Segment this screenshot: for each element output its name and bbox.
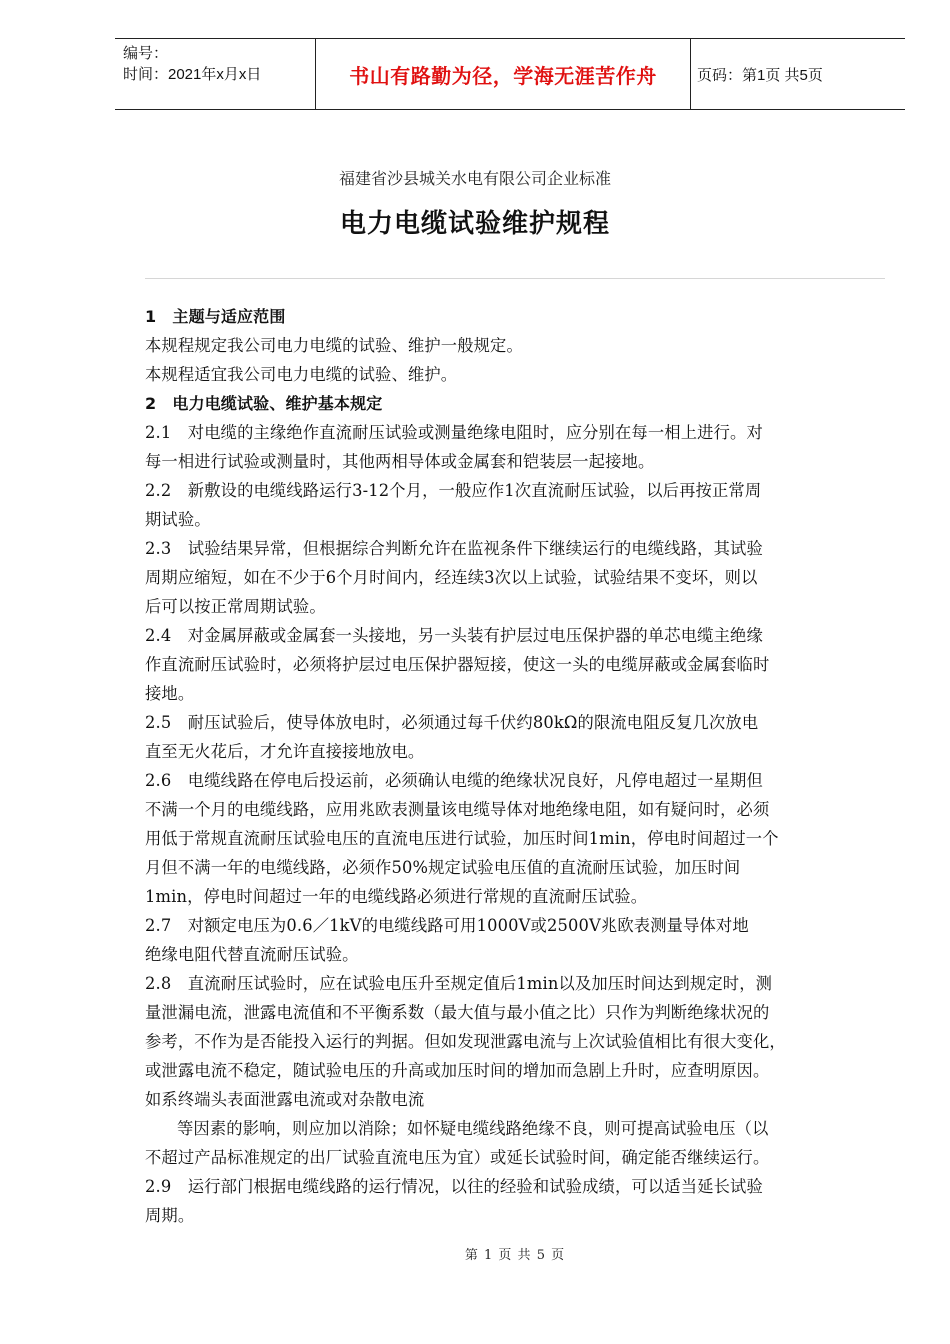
clause-2-8-line: 不超过产品标准规定的出厂试验直流电压为宜）或延长试验时间，确定能否继续运行。	[145, 1148, 770, 1167]
clause-2-4-line: 2.4 对金属屏蔽或金属套一头接地，另一头装有护层过电压保护器的单芯电缆主绝缘	[145, 626, 763, 645]
clause-2-4-line: 接地。	[145, 684, 195, 703]
clause-2-8-line: 量泄漏电流，泄露电流值和不平衡系数（最大值与最小值之比）只作为判断绝缘状况的	[145, 1003, 770, 1022]
clause-2-2-line: 期试验。	[145, 510, 211, 529]
clause-2-6-line: 不满一个月的电缆线路，应用兆欧表测量该电缆导体对地绝缘电阻，如有疑问时，必须	[145, 800, 770, 819]
clause-2-1-line: 2.1 对电缆的主缘绝作直流耐压试验或测量绝缘电阻时，应分别在每一相上进行。对	[145, 423, 763, 442]
clause-2-9-line: 周期。	[145, 1206, 195, 1225]
clause-2-5-line: 2.5 耐压试验后，使导体放电时，必须通过每千伏约80kΩ的限流电阻反复几次放电	[145, 713, 759, 732]
organization-name: 福建省沙县城关水电有限公司企业标准	[338, 169, 611, 188]
clause-2-8-line: 等因素的影响，则应加以消除；如怀疑电缆线路绝缘不良，则可提高试验电压（以	[177, 1119, 769, 1138]
clause-2-7-line: 绝缘电阻代替直流耐压试验。	[145, 945, 359, 964]
clause-2-8-line: 参考，不作为是否能投入运行的判据。但如发现泄露电流与上次试验值相比有很大变化，	[145, 1032, 786, 1051]
clause-2-4-line: 作直流耐压试验时，必须将护层过电压保护器短接，使这一头的电缆屏蔽或金属套临时	[145, 655, 770, 674]
header-motto-cell	[315, 39, 691, 109]
clause-2-8-line: 或泄露电流不稳定，随试验电压的升高或加压时间的增加而急剧上升时，应查明原因。	[145, 1061, 770, 1080]
page-header	[115, 38, 905, 110]
clause-2-5-line: 直至无火花后，才允许直接接地放电。	[145, 742, 425, 761]
clause-2-8-line: 如系终端头表面泄露电流或对杂散电流	[145, 1090, 425, 1109]
document-number-label: 编号：	[123, 45, 169, 62]
clause-2-2-line: 2.2 新敷设的电缆线路运行3-12个月，一般应作1次直流耐压试验，以后再按正常周	[145, 481, 762, 500]
document-body	[145, 302, 887, 1230]
header-motto: 书山有路勤为径，学海无涯苦作舟	[349, 63, 657, 88]
title-divider	[145, 278, 885, 279]
body-line: 本规程规定我公司电力电缆的试验、维护一般规定。	[145, 336, 523, 355]
clause-2-6-line: 月但不满一年的电缆线路，必须作50%规定试验电压值的直流耐压试验，加压时间	[145, 858, 741, 877]
section-heading-2: 2 电力电缆试验、维护基本规定	[145, 394, 383, 413]
clause-2-3-line: 周期应缩短，如在不少于6个月时间内，经连续3次以上试验，试验结果不变坏，则以	[145, 568, 758, 587]
section-heading-1: 1 主题与适应范围	[145, 307, 286, 326]
header-page-info: 页码：第1页 共5页	[697, 66, 823, 84]
clause-2-6-line: 用低于常规直流耐压试验电压的直流电压进行试验，加压时间1min，停电时间超过一个	[145, 829, 779, 848]
page-footer	[0, 1244, 950, 1263]
clause-2-1-line: 每一相进行试验或测量时，其他两相导体或金属套和铠装层一起接地。	[145, 452, 655, 471]
clause-2-9-line: 2.9 运行部门根据电缆线路的运行情况，以往的经验和试验成绩，可以适当延长试验	[145, 1177, 763, 1196]
clause-2-3-line: 后可以按正常周期试验。	[145, 597, 326, 616]
header-meta	[123, 43, 261, 85]
clause-2-8-line: 2.8 直流耐压试验时，应在试验电压升至规定值后1min以及加压时间达到规定时，测	[145, 974, 773, 993]
body-line: 本规程适宜我公司电力电缆的试验、维护。	[145, 365, 458, 384]
footer-page-number: 第 1 页 共 5 页	[464, 1248, 566, 1263]
clause-2-7-line: 2.7 对额定电压为0.6／1kV的电缆线路可用1000V或2500V兆欧表测量导体对地	[145, 916, 749, 935]
clause-2-6-line: 2.6 电缆线路在停电后投运前，必须确认电缆的绝缘状况良好，凡停电超过一星期但	[145, 771, 763, 790]
document-title: 电力电缆试验维护规程	[339, 209, 610, 239]
clause-2-6-line: 1min，停电时间超过一年的电缆线路必须进行常规的直流耐压试验。	[145, 887, 648, 906]
document-time-label: 时间：2021年x月x日	[123, 66, 262, 83]
clause-2-3-line: 2.3 试验结果异常，但根据综合判断允许在监视条件下继续运行的电缆线路，其试验	[145, 539, 763, 558]
